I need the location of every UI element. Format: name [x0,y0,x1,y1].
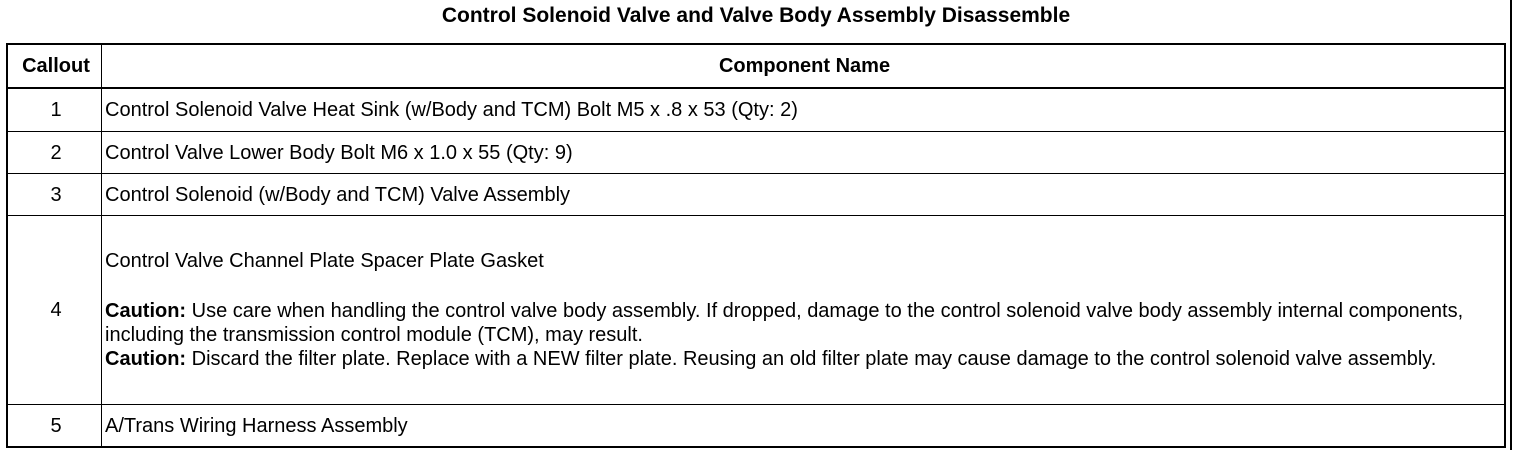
component-table [6,43,1506,448]
callout-number: 5 [7,405,102,448]
caution-text: Discard the filter plate. Replace with a NEW filter plate. Reusing an old filter plate may cause damage to the control solenoid valve assembly. [186,348,1437,370]
document-title: Control Solenoid Valve and Valve Body Assembly Disassemble [441,4,1071,27]
component-name: Control Solenoid (w/Body and TCM) Valve Assembly [102,174,1506,216]
page-edge-rule [1510,0,1512,450]
table-row [7,174,1505,216]
callout-number: 2 [7,132,102,174]
caution-note [105,347,1504,371]
table-row [7,88,1505,132]
component-name-column-header: Component Name [102,44,1506,88]
callout-number: 1 [7,88,102,132]
callout-column-header: Callout [7,44,102,88]
table-row [7,405,1505,448]
caution-text: Use care when handling the control valve body assembly. If dropped, damage to the control solenoid valve body assembly internal components, including the transmission control module (TCM), may result. [105,300,1464,346]
caution-note [105,299,1504,347]
table-row [7,132,1505,174]
component-name: Control Valve Lower Body Bolt M6 x 1.0 x 55 (Qty: 9) [102,132,1506,174]
component-name: Control Solenoid Valve Heat Sink (w/Body and TCM) Bolt M5 x .8 x 53 (Qty: 2) [102,88,1506,132]
callout-number: 4 [7,216,102,405]
table-row [7,216,1505,405]
caution-label: Caution: [105,300,187,322]
callout-number: 3 [7,174,102,216]
table-header-row [7,44,1505,88]
component-name: A/Trans Wiring Harness Assembly [102,405,1506,448]
caution-label: Caution: [105,348,187,370]
spacer [105,273,1504,299]
component-name: Control Valve Channel Plate Spacer Plate Gasket [105,250,544,272]
component-name-with-cautions [102,216,1506,405]
